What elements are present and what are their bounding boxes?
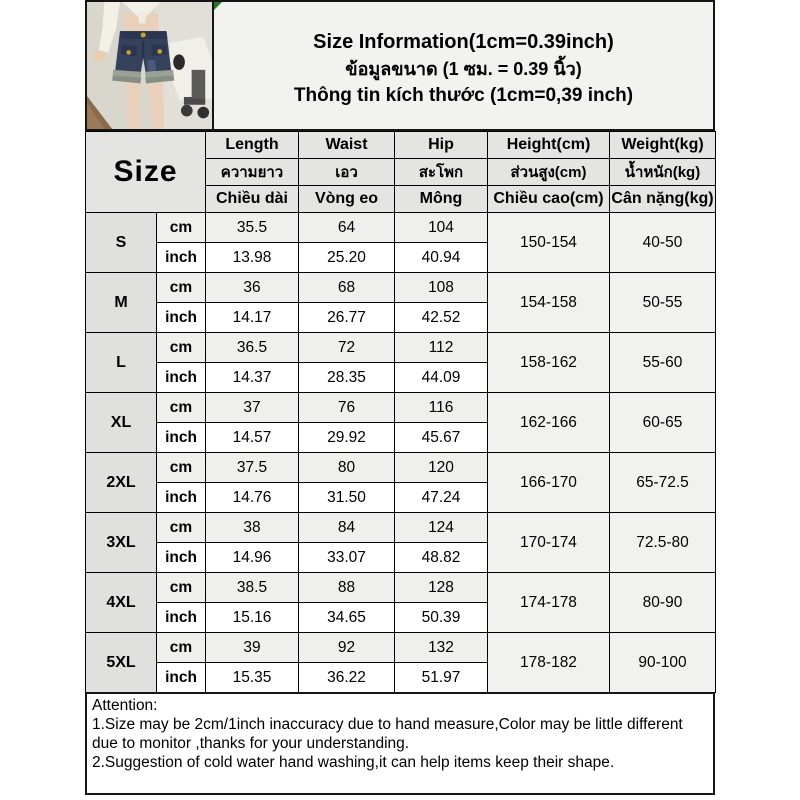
height-range: 162-166 <box>488 393 610 453</box>
height-range: 174-178 <box>488 573 610 633</box>
size-label: 3XL <box>86 513 157 573</box>
weight-range: 90-100 <box>610 633 716 693</box>
hip-inch: 40.94 <box>395 243 488 273</box>
waist-inch: 28.35 <box>299 363 395 393</box>
length-inch: 15.16 <box>206 603 299 633</box>
waist-inch: 36.22 <box>299 663 395 693</box>
col-header-waist: Waist <box>299 132 395 159</box>
unit-cm: cm <box>157 273 206 303</box>
waist-cm: 88 <box>299 573 395 603</box>
col-header-hip: Hip <box>395 132 488 159</box>
length-cm: 39 <box>206 633 299 663</box>
length-cm: 35.5 <box>206 213 299 243</box>
title-vietnamese: Thông tin kích thước (1cm=0,39 inch) <box>293 84 634 106</box>
size-label: L <box>86 333 157 393</box>
unit-inch: inch <box>157 483 206 513</box>
size-label: M <box>86 273 157 333</box>
header-row-english <box>86 132 716 159</box>
waist-cm: 76 <box>299 393 395 423</box>
col-header-length: Length <box>206 132 299 159</box>
waist-inch: 34.65 <box>299 603 395 633</box>
length-inch: 14.37 <box>206 363 299 393</box>
table-row <box>86 393 716 423</box>
col-header-weight-vi: Cân nặng(kg) <box>610 186 716 213</box>
waist-cm: 64 <box>299 213 395 243</box>
col-header-hip-th: สะโพก <box>395 159 488 186</box>
unit-inch: inch <box>157 543 206 573</box>
hip-cm: 120 <box>395 453 488 483</box>
height-range: 178-182 <box>488 633 610 693</box>
hip-inch: 42.52 <box>395 303 488 333</box>
title-box <box>214 0 715 131</box>
waist-cm: 68 <box>299 273 395 303</box>
unit-inch: inch <box>157 303 206 333</box>
table-row <box>86 633 716 663</box>
table-row <box>86 453 716 483</box>
weight-range: 80-90 <box>610 573 716 633</box>
col-header-waist-vi: Vòng eo <box>299 186 395 213</box>
unit-cm: cm <box>157 333 206 363</box>
size-label: S <box>86 213 157 273</box>
content-area <box>85 0 715 795</box>
top-band <box>85 0 715 131</box>
denim-shorts-illustration <box>87 2 212 129</box>
height-range: 170-174 <box>488 513 610 573</box>
unit-inch: inch <box>157 603 206 633</box>
length-cm: 38.5 <box>206 573 299 603</box>
length-inch: 15.35 <box>206 663 299 693</box>
unit-inch: inch <box>157 363 206 393</box>
size-label: 4XL <box>86 573 157 633</box>
title-english: Size Information(1cm=0.39inch) <box>313 30 614 53</box>
col-header-waist-th: เอว <box>299 159 395 186</box>
unit-inch: inch <box>157 423 206 453</box>
product-photo <box>85 0 214 131</box>
size-table <box>85 131 716 693</box>
size-header-cell: Size <box>86 132 206 213</box>
hip-cm: 116 <box>395 393 488 423</box>
weight-range: 50-55 <box>610 273 716 333</box>
weight-range: 55-60 <box>610 333 716 393</box>
size-label: XL <box>86 393 157 453</box>
col-header-weight: Weight(kg) <box>610 132 716 159</box>
waist-cm: 92 <box>299 633 395 663</box>
title-thai: ข้อมูลขนาด (1 ซม. = 0.39 นิ้ว) <box>345 58 582 79</box>
col-header-height-vi: Chiều cao(cm) <box>488 186 610 213</box>
unit-cm: cm <box>157 213 206 243</box>
unit-cm: cm <box>157 393 206 423</box>
hip-inch: 48.82 <box>395 543 488 573</box>
table-row <box>86 333 716 363</box>
height-range: 150-154 <box>488 213 610 273</box>
table-row <box>86 273 716 303</box>
hip-inch: 47.24 <box>395 483 488 513</box>
table-row <box>86 513 716 543</box>
unit-cm: cm <box>157 513 206 543</box>
waist-inch: 25.20 <box>299 243 395 273</box>
col-header-length-vi: Chiều dài <box>206 186 299 213</box>
col-header-height: Height(cm) <box>488 132 610 159</box>
size-label: 5XL <box>86 633 157 693</box>
length-cm: 38 <box>206 513 299 543</box>
length-cm: 37.5 <box>206 453 299 483</box>
size-label: 2XL <box>86 453 157 513</box>
waist-inch: 33.07 <box>299 543 395 573</box>
hip-cm: 112 <box>395 333 488 363</box>
col-header-height-th: ส่วนสูง(cm) <box>488 159 610 186</box>
unit-inch: inch <box>157 663 206 693</box>
hip-inch: 44.09 <box>395 363 488 393</box>
waist-inch: 26.77 <box>299 303 395 333</box>
unit-inch: inch <box>157 243 206 273</box>
col-header-hip-vi: Mông <box>395 186 488 213</box>
length-cm: 37 <box>206 393 299 423</box>
length-inch: 14.57 <box>206 423 299 453</box>
hip-inch: 50.39 <box>395 603 488 633</box>
length-inch: 14.96 <box>206 543 299 573</box>
weight-range: 72.5-80 <box>610 513 716 573</box>
col-header-length-th: ความยาว <box>206 159 299 186</box>
waist-cm: 84 <box>299 513 395 543</box>
waist-inch: 31.50 <box>299 483 395 513</box>
attention-note-1: 1.Size may be 2cm/1inch inaccuracy due to hand measure,Color may be little different due to monitor ,thanks for your understanding. <box>92 715 683 752</box>
hip-inch: 45.67 <box>395 423 488 453</box>
attention-note-2: 2.Suggestion of cold water hand washing,it can help items keep their shape. <box>92 753 615 771</box>
height-range: 166-170 <box>488 453 610 513</box>
waist-cm: 72 <box>299 333 395 363</box>
weight-range: 65-72.5 <box>610 453 716 513</box>
length-inch: 14.17 <box>206 303 299 333</box>
table-row <box>86 213 716 243</box>
length-inch: 13.98 <box>206 243 299 273</box>
table-row <box>86 573 716 603</box>
hip-cm: 108 <box>395 273 488 303</box>
hip-cm: 132 <box>395 633 488 663</box>
length-inch: 14.76 <box>206 483 299 513</box>
hip-cm: 124 <box>395 513 488 543</box>
length-cm: 36 <box>206 273 299 303</box>
attention-heading: Attention: <box>92 696 158 714</box>
cell-marker-triangle <box>214 2 222 10</box>
hip-cm: 128 <box>395 573 488 603</box>
waist-inch: 29.92 <box>299 423 395 453</box>
waist-cm: 80 <box>299 453 395 483</box>
unit-cm: cm <box>157 573 206 603</box>
height-range: 154-158 <box>488 273 610 333</box>
weight-range: 40-50 <box>610 213 716 273</box>
attention-box <box>85 692 715 795</box>
height-range: 158-162 <box>488 333 610 393</box>
unit-cm: cm <box>157 453 206 483</box>
weight-range: 60-65 <box>610 393 716 453</box>
hip-cm: 104 <box>395 213 488 243</box>
col-header-weight-th: น้ำหนัก(kg) <box>610 159 716 186</box>
unit-cm: cm <box>157 633 206 663</box>
hip-inch: 51.97 <box>395 663 488 693</box>
length-cm: 36.5 <box>206 333 299 363</box>
